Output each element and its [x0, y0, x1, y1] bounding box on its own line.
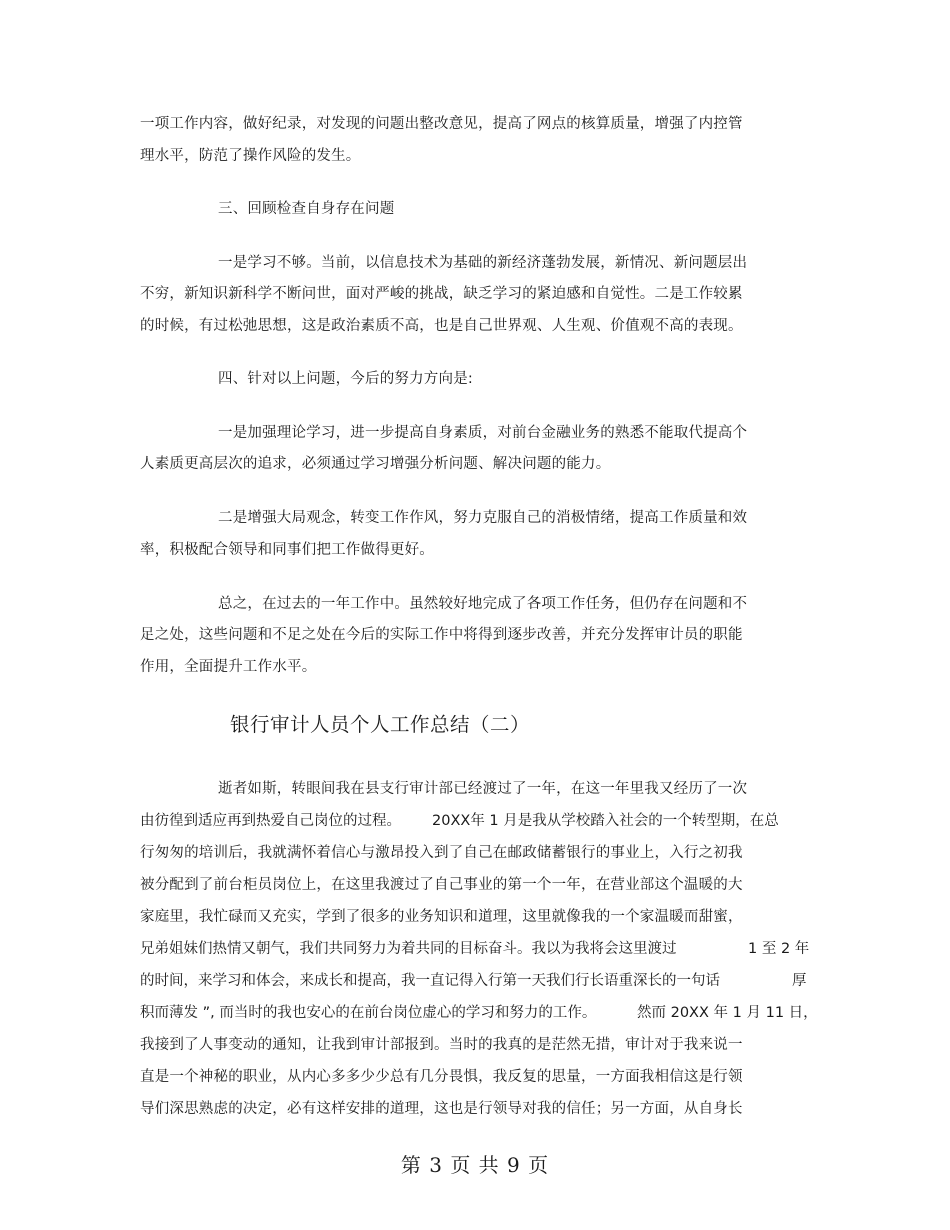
section-title: 银行审计人员个人工作总结（二） — [230, 713, 531, 736]
paragraph-line: 的时候，有过松弛思想，这是政治素质不高，也是自己世界观、人生观、价值观不高的表现。 — [140, 318, 743, 334]
paragraph-line: 作用，全面提升工作水平。 — [140, 659, 317, 675]
paragraph-line: 然而 20XX 年 1 月 11 日， — [637, 1005, 818, 1021]
paragraph-line: 1 至 2 年 — [748, 941, 810, 957]
paragraph-line: 被分配到了前台柜员岗位上，在这里我渡过了自己事业的第一个一年，在营业部这个温暖的大 — [140, 877, 743, 893]
paragraph-line: 导们深思熟虑的决定，必有这样安排的道理，这也是行领导对我的信任；另一方面，从自身长 — [140, 1101, 743, 1117]
paragraph-line: 我接到了人事变动的通知，让我到审计部报到。当时的我真的是茫然无措，审计对于我来说一 — [140, 1037, 743, 1053]
paragraph-line: 逝者如斯，转眼间我在县支行审计部已经渡过了一年，在这一年里我又经历了一次 — [218, 781, 748, 797]
paragraph-line: 由彷徨到适应再到热爱自己岗位的过程。 — [140, 813, 401, 829]
paragraph-line: 一项工作内容，做好纪录，对发现的问题出整改意见，提高了网点的核算质量，增强了内控管 — [140, 116, 743, 132]
paragraph-line: 一是加强理论学习，进一步提高自身素质，对前台金融业务的熟悉不能取代提高个 — [218, 425, 748, 441]
paragraph-line: 家庭里，我忙碌而又充实，学到了很多的业务知识和道理，这里就像我的一个家温暖而甜蜜， — [140, 909, 743, 925]
paragraph-line: 总之，在过去的一年工作中。虽然较好地完成了各项工作任务，但仍存在问题和不 — [218, 596, 748, 612]
paragraph-line: 率，积极配合领导和同事们把工作做得更好。 — [140, 542, 434, 558]
paragraph-line: 足之处，这些问题和不足之处在今后的实际工作中将得到逐步改善，并充分发挥审计员的职能 — [140, 627, 743, 643]
paragraph-line: 二是增强大局观念，转变工作作风，努力克服自己的消极情绪，提高工作质量和效 — [218, 510, 748, 526]
paragraph-line: 理水平，防范了操作风险的发生。 — [140, 148, 361, 164]
paragraph-line: 直是一个神秘的职业，从内心多多少少总有几分畏惧，我反复的思量，一方面我相信这是行领 — [140, 1069, 743, 1085]
page-number-footer: 第 3 页 共 9 页 — [400, 1153, 550, 1177]
section-heading-4: 四、针对以上问题，今后的努力方向是: — [218, 371, 473, 387]
paragraph-line: 人素质更高层次的追求，必须通过学习增强分析问题、解决问题的能力。 — [140, 456, 611, 472]
paragraph-line: 的时间，来学习和体会，来成长和提高，我一直记得入行第一天我们行长语重深长的一句话 — [140, 973, 720, 989]
paragraph-line: 20XX年 1 月是我从学校踏入社会的一个转型期，在总 — [432, 813, 779, 829]
section-heading-3: 三、回顾检查自身存在问题 — [218, 201, 395, 217]
paragraph-line: 厚 — [792, 973, 807, 989]
paragraph-line: 一是学习不够。当前，以信息技术为基础的新经济蓬勃发展，新情况、新问题层出 — [218, 255, 748, 271]
paragraph-line: 行匆匆的培训后，我就满怀着信心与激昂投入到了自己在邮政储蓄银行的事业上，入行之初我 — [140, 845, 743, 861]
paragraph-line: 兄弟姐妹们热情又朝气，我们共同努力为着共同的目标奋斗。我以为我将会这里渡过 — [140, 941, 677, 957]
paragraph-line: 积而薄发 ”, 而当时的我也安心的在前台岗位虚心的学习和努力的工作。 — [140, 1005, 597, 1021]
paragraph-line: 不穷，新知识新科学不断问世，面对严峻的挑战，缺乏学习的紧迫感和自觉性。二是工作较累 — [140, 286, 743, 302]
